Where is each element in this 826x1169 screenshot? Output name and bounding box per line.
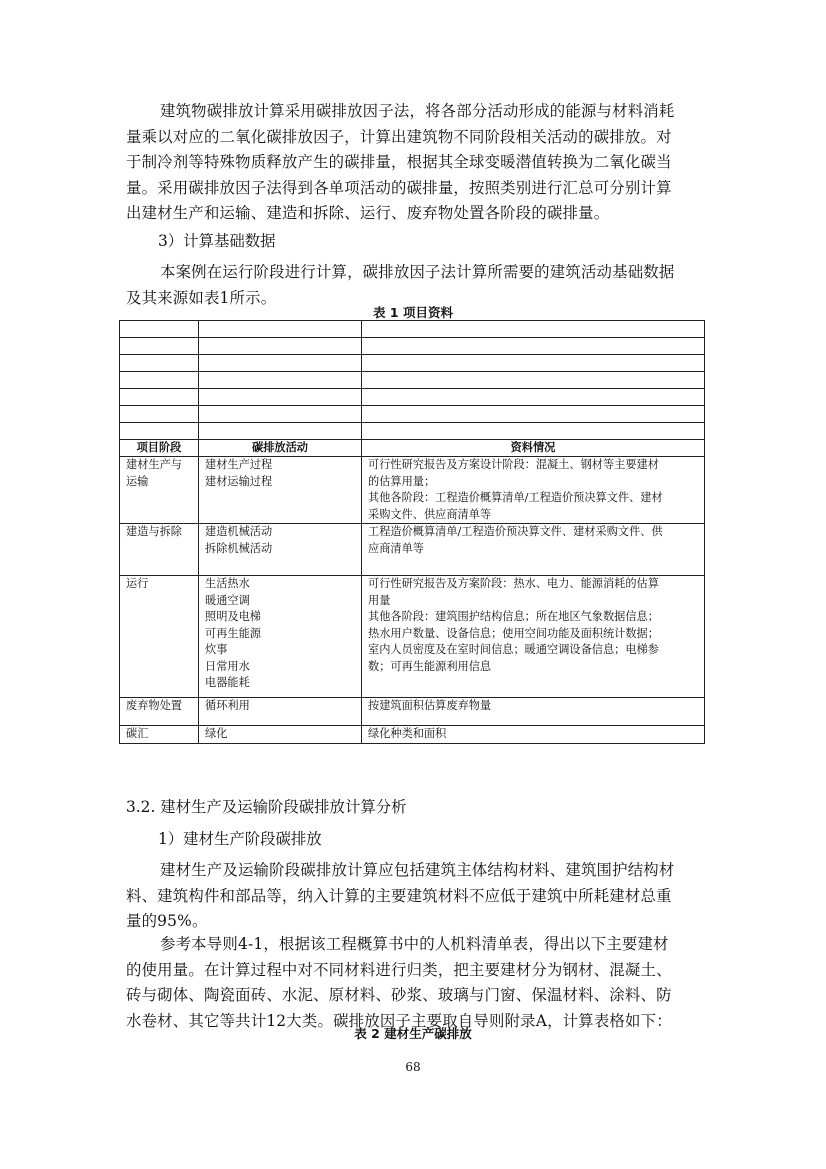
- activity-cell-line: 电器能耗: [205, 676, 250, 689]
- info-cell-line: 工程造价概算清单/工程造价预决算文件、建材采购文件、供: [368, 525, 663, 538]
- production-heading: 1）建材生产阶段碳排放: [158, 830, 322, 848]
- activity-cell-line: 建造机械活动: [205, 525, 273, 538]
- info-cell-line: 采购文件、供应商清单等: [368, 507, 492, 521]
- activity-cell-line: 建材生产过程: [205, 458, 273, 471]
- activity-cell: [199, 698, 362, 726]
- info-cell: [362, 457, 705, 524]
- stage-cell: [120, 457, 199, 524]
- stage-cell: [120, 698, 199, 726]
- activity-cell-line: 日常用水: [205, 659, 250, 673]
- table-row: [120, 576, 705, 698]
- activity-cell-line: 建材运输过程: [205, 474, 273, 488]
- header-info: 资料情况: [362, 440, 705, 457]
- table-blank-row: [120, 372, 705, 389]
- table-header-row: [120, 440, 705, 457]
- info-cell-line: 热水用户数量、设备信息；使用空间功能及面积统计数据；: [368, 626, 659, 640]
- activity-cell-line: 可再生能源: [205, 626, 261, 640]
- table-blank-row: [120, 423, 705, 440]
- info-cell-line: 的估算用量；: [368, 474, 436, 488]
- stage-cell: [120, 576, 199, 698]
- info-cell-line: 室内人员密度及在室时间信息；暖通空调设备信息；电梯参: [368, 643, 659, 656]
- activity-cell: [199, 576, 362, 698]
- activity-cell: [199, 457, 362, 524]
- info-cell: [362, 726, 705, 744]
- stage-cell-line: 运行: [126, 577, 149, 590]
- table1-caption: 表 1 项目资料: [373, 305, 453, 320]
- table2-caption: 表 2 建材生产碳排放: [354, 1026, 472, 1041]
- intro-line-2: 量乘以对应的二氧化碳排放因子，计算出建筑物不同阶段相关活动的碳排放。对: [126, 127, 672, 146]
- activity-cell-line: 暖通空调: [205, 593, 250, 607]
- info-cell-line: 可行性研究报告及方案设计阶段：混凝土、钢材等主要建材: [368, 458, 659, 471]
- info-cell-line: 按建筑面积估算废弃物量: [368, 699, 492, 712]
- activity-cell-line: 生活热水: [205, 577, 250, 590]
- production-paragraph: [126, 858, 701, 935]
- activity-cell-line: 拆除机械活动: [205, 541, 273, 555]
- basic-line-1: 本案例在运行阶段进行计算，碳排放因子法计算所需要的建筑活动基础数据: [160, 263, 675, 281]
- table-row: [120, 726, 705, 744]
- basic-data-heading: 3）计算基础数据: [158, 232, 276, 250]
- activity-cell-line: 炊事: [205, 643, 228, 656]
- table-row: [120, 698, 705, 726]
- stage-cell-line: 建造与拆除: [126, 525, 182, 538]
- header-stage: 项目阶段: [120, 440, 199, 457]
- activity-cell-line: 循环利用: [205, 699, 250, 712]
- activity-cell: [199, 726, 362, 744]
- reference-paragraph: [126, 932, 701, 1034]
- activity-cell-line: 绿化: [205, 727, 228, 740]
- info-cell: [362, 576, 705, 698]
- ref-line-4: 水卷材、其它等共计12大类。碳排放因子主要取自导则附录A，计算表格如下：: [126, 1011, 672, 1030]
- table-row: [120, 524, 705, 576]
- info-cell: [362, 698, 705, 726]
- table-blank-row: [120, 406, 705, 423]
- stage-cell-line: 废弃物处置: [126, 699, 182, 712]
- stage-cell-line: 运输: [126, 474, 149, 488]
- table-blank-row: [120, 355, 705, 372]
- intro-line-1: 建筑物碳排放计算采用碳排放因子法，将各部分活动形成的能源与材料消耗: [160, 102, 675, 120]
- info-cell-line: 应商清单等: [368, 541, 424, 555]
- basic-line-2: 及其来源如表1所示。: [126, 288, 277, 307]
- stage-cell: [120, 726, 199, 744]
- table-blank-row: [120, 338, 705, 355]
- section-heading: 3.2. 建材生产及运输阶段碳排放计算分析: [126, 798, 407, 816]
- header-activity: 碳排放活动: [199, 440, 362, 457]
- intro-line-5: 出建材生产和运输、建造和拆除、运行、废弃物处置各阶段的碳排量。: [126, 204, 610, 222]
- prod-line-3: 量的95%。: [126, 912, 208, 930]
- info-cell-line: 可行性研究报告及方案阶段：热水、电力、能源消耗的估算: [368, 577, 659, 590]
- stage-cell-line: 建材生产与: [126, 458, 182, 471]
- info-cell: [362, 524, 705, 576]
- table-blank-row: [120, 389, 705, 406]
- activity-cell-line: 照明及电梯: [205, 610, 261, 623]
- page-number: 68: [405, 1060, 421, 1074]
- stage-cell: [120, 524, 199, 576]
- info-cell-line: 数；可再生能源利用信息: [368, 659, 492, 673]
- stage-cell-line: 碳汇: [126, 727, 149, 740]
- ref-line-1: 参考本导则4-1，根据该工程概算书中的人机料清单表，得出以下主要建材: [160, 935, 669, 953]
- table1-body: [120, 457, 705, 744]
- ref-line-2: 的使用量。在计算过程中对不同材料进行归类，把主要建材分为钢材、混凝土、: [126, 960, 672, 979]
- info-cell-line: 其他各阶段：建筑围护结构信息；所在地区气象数据信息；: [368, 610, 659, 623]
- project-data-table: [119, 320, 705, 744]
- intro-line-3: 于制冷剂等特殊物质释放产生的碳排量，根据其全球变暖潜值转换为二氧化碳当: [126, 153, 672, 171]
- info-cell-line: 其他各阶段：工程造价概算清单/工程造价预决算文件、建材: [368, 491, 663, 504]
- table-row: [120, 457, 705, 524]
- prod-line-1: 建材生产及运输阶段碳排放计算应包括建筑主体结构材料、建筑围护结构材: [160, 861, 675, 879]
- info-cell-line: 用量: [368, 593, 391, 607]
- activity-cell: [199, 524, 362, 576]
- prod-line-2: 料、建筑构件和部品等，纳入计算的主要建筑材料不应低于建筑中所耗建材总重: [126, 886, 672, 905]
- intro-line-4: 量。采用碳排放因子法得到各单项活动的碳排量，按照类别进行汇总可分别计算: [126, 178, 672, 197]
- intro-paragraph: [126, 99, 701, 227]
- table-blank-row: [120, 321, 705, 338]
- info-cell-line: 绿化种类和面积: [368, 727, 447, 740]
- ref-line-3: 砖与砌体、陶瓷面砖、水泥、原材料、砂浆、玻璃与门窗、保温材料、涂料、防: [126, 986, 672, 1004]
